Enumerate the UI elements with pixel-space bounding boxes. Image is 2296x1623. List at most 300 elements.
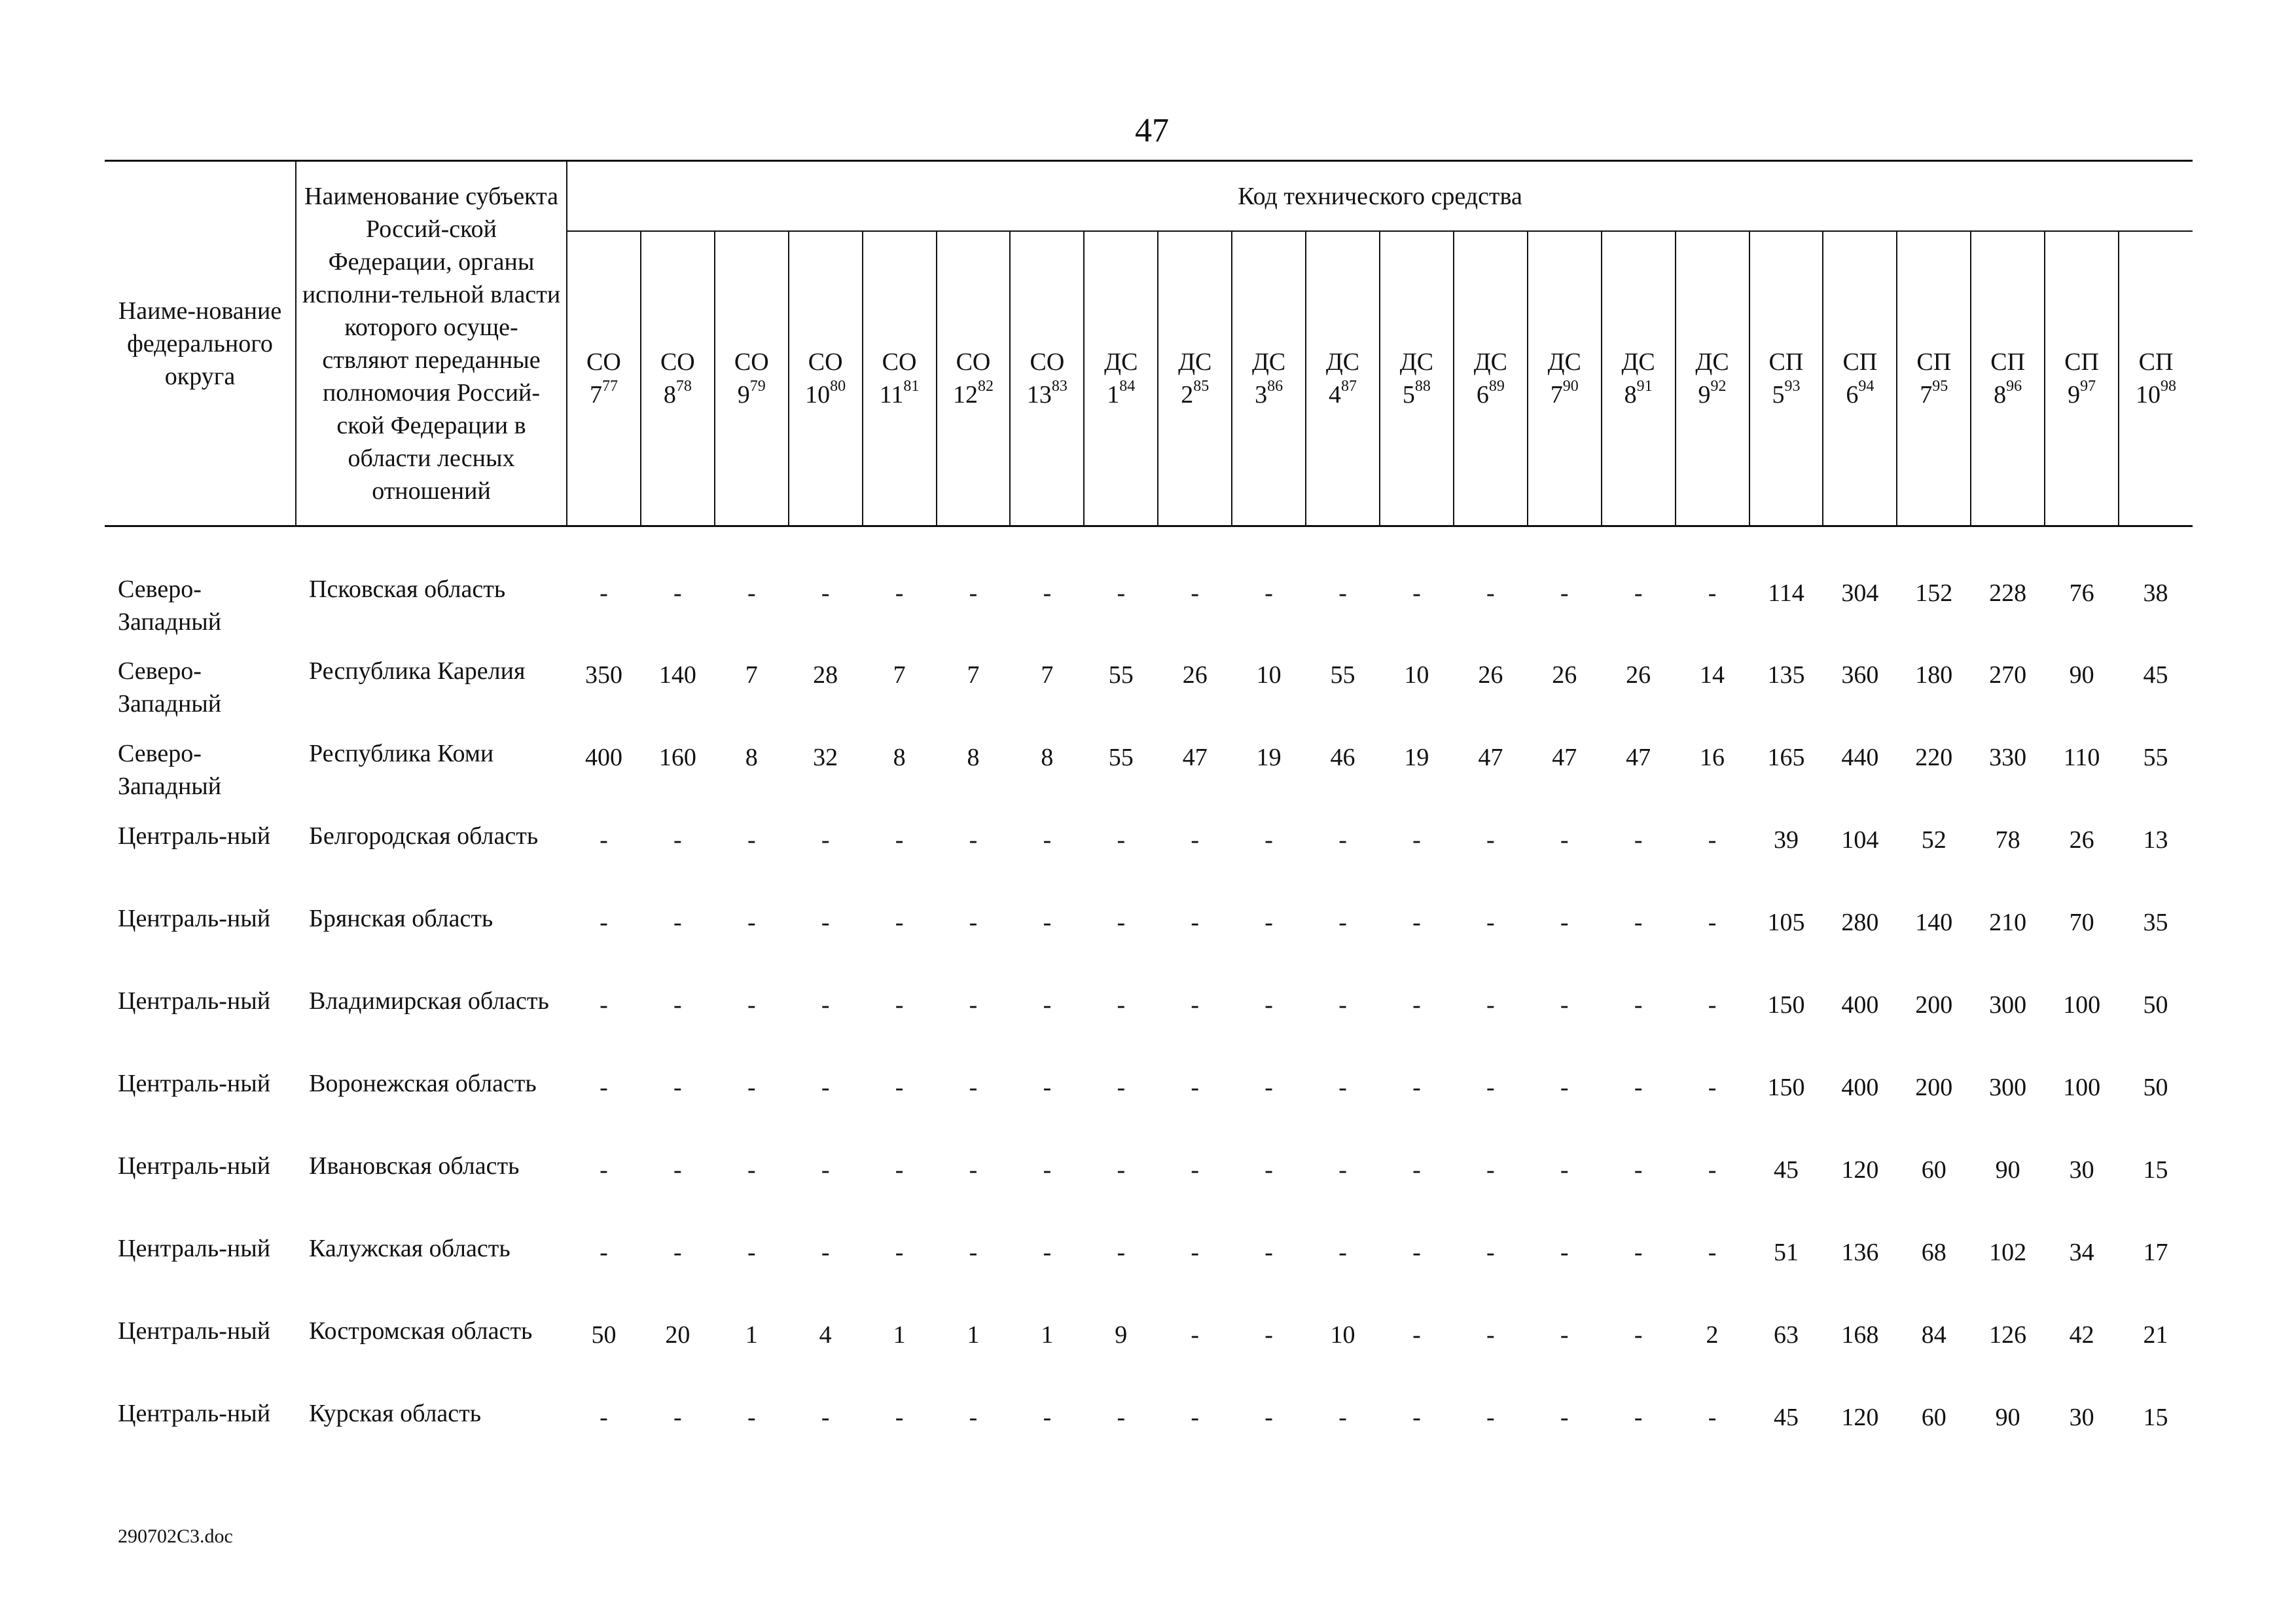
cell-subject: Калужская область — [309, 1234, 511, 1262]
cell-value-text: - — [821, 579, 830, 607]
cell-okrug: Централь-ный — [118, 1317, 271, 1345]
cell-value — [1084, 1150, 1158, 1232]
cell-value — [1897, 1150, 1971, 1232]
header-code — [937, 231, 1011, 526]
cell-value — [1749, 1067, 1823, 1150]
footer-filename: 290702C3.doc — [118, 1525, 233, 1547]
code-prefix: СО — [734, 348, 769, 376]
cell-value-text: 350 — [584, 661, 622, 689]
cell-okrug: Северо-Западный — [118, 575, 222, 636]
cell-value-text: - — [1117, 1238, 1126, 1266]
cell-value-text: - — [1338, 826, 1347, 854]
cell-value-text: - — [600, 908, 608, 936]
cell-value — [1602, 1150, 1676, 1232]
code-prefix: СО — [1030, 348, 1065, 376]
cell-subject: Владимирская область — [309, 987, 549, 1015]
cell-value-text: 50 — [2143, 1073, 2168, 1101]
cell-value-text: - — [1634, 991, 1643, 1019]
cell-value-text: - — [1338, 1156, 1347, 1184]
cell-value — [641, 655, 715, 737]
cell-value-text: - — [821, 1073, 830, 1101]
code-prefix: СО — [660, 348, 695, 376]
cell-value-text: 35 — [2143, 908, 2168, 936]
cell-value-text: - — [969, 908, 978, 936]
cell-value-text: - — [747, 1403, 756, 1431]
cell-okrug: Централь-ный — [118, 904, 271, 932]
cell-value-text: 304 — [1841, 579, 1879, 607]
code-footnote: 84 — [1119, 378, 1136, 395]
cell-value — [1897, 902, 1971, 985]
cell-value — [1528, 1232, 1602, 1315]
cell-value — [1010, 1397, 1084, 1480]
cell-value-text: - — [969, 1403, 978, 1431]
cell-value-text: - — [1634, 1238, 1643, 1266]
cell-value-text: - — [1486, 826, 1495, 854]
cell-value-text: - — [1191, 908, 1200, 936]
cell-value-text: 7 — [967, 661, 980, 689]
cell-value-text: - — [1043, 1073, 1052, 1101]
cell-value-text: 47 — [1182, 743, 1208, 771]
cell-value — [2119, 655, 2193, 737]
cell-value-text: 1 — [1041, 1321, 1054, 1349]
cell-value — [1306, 655, 1380, 737]
cell-value-text: 150 — [1767, 1073, 1805, 1101]
cell-value — [1823, 1067, 1897, 1150]
cell-value-text: - — [1560, 826, 1569, 854]
code-prefix: ДС — [1104, 348, 1138, 376]
cell-value-text: - — [1560, 1238, 1569, 1266]
cell-value-text: 180 — [1915, 661, 1953, 689]
cell-value — [1158, 526, 1232, 655]
cell-value — [715, 655, 789, 737]
cell-value — [1010, 1067, 1084, 1150]
cell-value — [1158, 1150, 1232, 1232]
cell-value-text: - — [1708, 1156, 1717, 1184]
code-footnote: 79 — [749, 378, 766, 395]
code-number: 13 — [1026, 381, 1052, 409]
cell-value — [937, 1397, 1011, 1480]
code-footnote: 98 — [2161, 378, 2177, 395]
cell-value-text: - — [895, 1238, 904, 1266]
cell-value — [1306, 820, 1380, 902]
cell-value-text: 1 — [745, 1321, 758, 1349]
cell-value-text: - — [1043, 1403, 1052, 1431]
cell-value — [1010, 1232, 1084, 1315]
cell-value — [567, 737, 641, 820]
cell-value — [1602, 1232, 1676, 1315]
cell-value-text: 47 — [1552, 743, 1577, 771]
cell-value-text: - — [747, 908, 756, 936]
cell-value — [1084, 1067, 1158, 1150]
cell-value — [1158, 1315, 1232, 1397]
cell-value — [1971, 1232, 2045, 1315]
cell-value — [1454, 985, 1528, 1067]
cell-value-text: - — [1265, 908, 1273, 936]
cell-value — [1971, 1397, 2045, 1480]
code-number: 11 — [879, 381, 904, 409]
cell-value — [1010, 820, 1084, 902]
cell-value — [1306, 1232, 1380, 1315]
cell-value-text: 45 — [1773, 1156, 1799, 1184]
cell-value — [1602, 1397, 1676, 1480]
cell-value-text: 120 — [1841, 1156, 1879, 1184]
cell-value-text: 360 — [1841, 661, 1879, 689]
cell-value-text: - — [1117, 1156, 1126, 1184]
cell-value — [1010, 526, 1084, 655]
cell-value-text: - — [1560, 1156, 1569, 1184]
code-footnote: 83 — [1051, 378, 1067, 395]
cell-value-text: 1 — [967, 1321, 980, 1349]
cell-value — [1676, 526, 1749, 655]
cell-value-text: - — [1560, 579, 1569, 607]
cell-value — [641, 526, 715, 655]
table-row — [105, 1397, 2193, 1480]
cell-value-text: - — [1043, 826, 1052, 854]
cell-value-text: - — [747, 1156, 756, 1184]
code-footnote: 87 — [1341, 378, 1357, 395]
cell-value-text: 46 — [1330, 743, 1355, 771]
cell-value — [1676, 1232, 1749, 1315]
cell-value — [1158, 1067, 1232, 1150]
cell-value-text: - — [747, 579, 756, 607]
cell-value — [1380, 737, 1454, 820]
cell-value-text: - — [1191, 579, 1200, 607]
code-number: 7 — [1550, 381, 1563, 409]
cell-value — [641, 985, 715, 1067]
cell-value — [2119, 985, 2193, 1067]
cell-value — [2119, 1315, 2193, 1397]
cell-value — [2045, 1315, 2119, 1397]
cell-value-text: 28 — [813, 661, 838, 689]
cell-value-text: - — [1117, 991, 1126, 1019]
cell-value — [1897, 985, 1971, 1067]
cell-value-text: 47 — [1478, 743, 1503, 771]
cell-value-text: - — [1560, 1073, 1569, 1101]
cell-value-text: 10 — [1256, 661, 1282, 689]
cell-value-text: 270 — [1989, 661, 2027, 689]
cell-value — [1676, 1397, 1749, 1480]
cell-value-text: 26 — [1478, 661, 1503, 689]
code-number: 1 — [1107, 381, 1120, 409]
cell-value — [1306, 526, 1380, 655]
cell-value — [641, 1315, 715, 1397]
cell-value-text: 52 — [1921, 826, 1946, 854]
cell-value — [1602, 902, 1676, 985]
cell-okrug: Централь-ный — [118, 1152, 271, 1180]
cell-value — [1380, 1150, 1454, 1232]
header-code — [641, 231, 715, 526]
cell-value-text: - — [1708, 826, 1717, 854]
code-number: 12 — [952, 381, 978, 409]
header-code — [1749, 231, 1823, 526]
cell-value — [567, 526, 641, 655]
cell-value — [789, 1315, 863, 1397]
cell-value — [715, 1150, 789, 1232]
cell-okrug: Централь-ный — [118, 1069, 271, 1097]
cell-value — [863, 902, 937, 985]
cell-value-text: - — [600, 1156, 608, 1184]
cell-value — [863, 1067, 937, 1150]
code-footnote: 88 — [1414, 378, 1431, 395]
cell-value-text: 7 — [745, 661, 758, 689]
cell-value — [1232, 655, 1306, 737]
cell-value-text: 26 — [1626, 661, 1651, 689]
table-row — [105, 1150, 2193, 1232]
cell-value-text: - — [600, 826, 608, 854]
cell-value-text: 26 — [1552, 661, 1577, 689]
cell-value — [715, 737, 789, 820]
cell-value — [567, 1067, 641, 1150]
cell-value-text: - — [821, 908, 830, 936]
code-number: 2 — [1181, 381, 1194, 409]
cell-value — [1158, 655, 1232, 737]
cell-value — [863, 737, 937, 820]
cell-value — [1010, 737, 1084, 820]
cell-value-text: - — [1265, 1073, 1273, 1101]
cell-value — [789, 820, 863, 902]
cell-value — [1749, 902, 1823, 985]
cell-okrug: Централь-ный — [118, 1399, 271, 1427]
code-prefix: СП — [1916, 348, 1952, 376]
cell-value-text: 120 — [1841, 1403, 1879, 1431]
cell-value-text: 10 — [1330, 1321, 1355, 1349]
cell-value — [641, 1397, 715, 1480]
code-footnote: 82 — [977, 378, 994, 395]
code-prefix: СП — [2064, 348, 2099, 376]
cell-value-text: - — [895, 1073, 904, 1101]
cell-value — [1749, 1232, 1823, 1315]
cell-value — [1602, 737, 1676, 820]
cell-value — [1380, 985, 1454, 1067]
cell-value-text: 50 — [591, 1321, 617, 1349]
cell-value — [1528, 655, 1602, 737]
header-code — [1010, 231, 1084, 526]
cell-value-text: 39 — [1773, 826, 1799, 854]
cell-value — [1823, 1315, 1897, 1397]
cell-value-text: 140 — [658, 661, 696, 689]
header-subject: Наименование субъекта Россий-ской Федерации, органы исполни-тельной власти которого осуще-ствляют переданные полномочия Россий-ской Федерации в области лесных отношений — [296, 161, 567, 526]
cell-value — [641, 902, 715, 985]
cell-value-text: - — [747, 1238, 756, 1266]
cell-value — [567, 985, 641, 1067]
cell-value — [1232, 1150, 1306, 1232]
cell-value — [1897, 526, 1971, 655]
cell-value — [2119, 820, 2193, 902]
cell-value-text: 16 — [1700, 743, 1725, 771]
cell-value — [937, 902, 1011, 985]
cell-value — [1158, 737, 1232, 820]
cell-value-text: - — [1412, 1403, 1421, 1431]
cell-value-text: 168 — [1841, 1321, 1879, 1349]
cell-value — [2045, 820, 2119, 902]
code-footnote: 85 — [1193, 378, 1210, 395]
cell-value-text: 50 — [2143, 991, 2168, 1019]
cell-value-text: - — [1265, 579, 1273, 607]
cell-value-text: 104 — [1841, 826, 1879, 854]
cell-value — [937, 1067, 1011, 1150]
cell-value-text: - — [969, 1238, 978, 1266]
cell-value-text: 114 — [1768, 579, 1804, 607]
cell-value-text: - — [1117, 826, 1126, 854]
cell-value — [1971, 902, 2045, 985]
header-code — [1158, 231, 1232, 526]
cell-value — [1010, 1315, 1084, 1397]
header-okrug: Наиме-нование федерального округа — [105, 161, 296, 526]
cell-value — [1749, 1315, 1823, 1397]
cell-value — [937, 820, 1011, 902]
cell-value — [1897, 1397, 1971, 1480]
cell-value — [2045, 737, 2119, 820]
cell-value — [1897, 820, 1971, 902]
cell-value-text: 8 — [967, 743, 980, 771]
cell-value — [2119, 737, 2193, 820]
header-code — [1602, 231, 1676, 526]
cell-value — [2119, 1150, 2193, 1232]
cell-value — [1454, 1315, 1528, 1397]
cell-value — [1232, 820, 1306, 902]
code-footnote: 97 — [2080, 378, 2096, 395]
cell-value-text: - — [1191, 1073, 1200, 1101]
cell-value-text: - — [1486, 579, 1495, 607]
cell-value-text: 136 — [1841, 1238, 1879, 1266]
code-prefix: СО — [586, 348, 621, 376]
cell-value-text: - — [1412, 826, 1421, 854]
cell-value-text: - — [1486, 991, 1495, 1019]
cell-value-text: 26 — [1182, 661, 1208, 689]
cell-value-text: - — [1634, 908, 1643, 936]
cell-value-text: 126 — [1989, 1321, 2027, 1349]
cell-subject: Белгородская область — [309, 822, 539, 850]
cell-value — [715, 1315, 789, 1397]
cell-subject: Воронежская область — [309, 1069, 537, 1097]
cell-value — [641, 1232, 715, 1315]
header-code — [715, 231, 789, 526]
cell-value — [1676, 1150, 1749, 1232]
cell-value-text: - — [821, 991, 830, 1019]
cell-value — [1306, 737, 1380, 820]
cell-value — [2045, 1232, 2119, 1315]
cell-value-text: - — [1191, 1238, 1200, 1266]
cell-value-text: 13 — [2143, 826, 2168, 854]
code-footnote: 90 — [1562, 378, 1579, 395]
cell-value-text: 110 — [2063, 743, 2100, 771]
cell-value — [641, 737, 715, 820]
cell-value — [1749, 1397, 1823, 1480]
code-footnote: 77 — [601, 378, 618, 395]
cell-value — [641, 1150, 715, 1232]
code-prefix: ДС — [1547, 348, 1581, 376]
cell-value-text: 105 — [1767, 908, 1805, 936]
cell-value — [1010, 985, 1084, 1067]
cell-value-text: - — [1412, 1073, 1421, 1101]
cell-value — [1823, 526, 1897, 655]
cell-value-text: - — [1043, 1238, 1052, 1266]
cell-value-text: - — [895, 991, 904, 1019]
cell-value — [715, 1397, 789, 1480]
cell-value — [567, 655, 641, 737]
code-number: 3 — [1255, 381, 1268, 409]
cell-value-text: 152 — [1915, 579, 1953, 607]
cell-value-text: 9 — [1115, 1321, 1128, 1349]
cell-value-text: 440 — [1841, 743, 1879, 771]
cell-value — [1232, 902, 1306, 985]
cell-value — [1971, 655, 2045, 737]
cell-value-text: 78 — [1995, 826, 2020, 854]
cell-value-text: - — [1338, 1073, 1347, 1101]
code-number: 5 — [1402, 381, 1415, 409]
cell-value-text: - — [1486, 1403, 1495, 1431]
cell-value — [2045, 985, 2119, 1067]
cell-value-text: - — [600, 579, 608, 607]
cell-value — [1454, 902, 1528, 985]
cell-value-text: - — [1412, 579, 1421, 607]
cell-value-text: - — [821, 826, 830, 854]
code-prefix: СП — [1990, 348, 2026, 376]
cell-okrug: Северо-Западный — [118, 739, 222, 800]
cell-value — [1602, 1315, 1676, 1397]
cell-value — [937, 526, 1011, 655]
cell-value — [1084, 985, 1158, 1067]
header-code — [1232, 231, 1306, 526]
cell-value — [937, 1232, 1011, 1315]
cell-value-text: - — [1708, 1073, 1717, 1101]
cell-value-text: - — [600, 1238, 608, 1266]
header-code — [789, 231, 863, 526]
cell-value — [2045, 1397, 2119, 1480]
cell-value-text: - — [1634, 579, 1643, 607]
cell-value-text: - — [1043, 908, 1052, 936]
cell-value — [1823, 1232, 1897, 1315]
cell-value-text: 140 — [1915, 908, 1953, 936]
cell-value — [1971, 1315, 2045, 1397]
cell-value — [2119, 902, 2193, 985]
cell-value — [641, 1067, 715, 1150]
cell-value-text: 63 — [1773, 1321, 1799, 1349]
cell-value-text: 17 — [2143, 1238, 2168, 1266]
header-code — [1454, 231, 1528, 526]
cell-value — [1084, 902, 1158, 985]
cell-value-text: - — [821, 1238, 830, 1266]
cell-value-text: 2 — [1706, 1321, 1719, 1349]
cell-value-text: - — [1486, 1073, 1495, 1101]
cell-value-text: - — [1043, 991, 1052, 1019]
cell-value-text: - — [747, 991, 756, 1019]
cell-value-text: - — [1191, 1321, 1200, 1349]
cell-value — [1010, 655, 1084, 737]
cell-value — [1528, 1150, 1602, 1232]
cell-value — [1380, 655, 1454, 737]
cell-value — [1528, 1067, 1602, 1150]
cell-okrug: Централь-ный — [118, 1234, 271, 1262]
cell-value-text: - — [1560, 991, 1569, 1019]
code-footnote: 81 — [903, 378, 920, 395]
cell-subject: Республика Коми — [309, 739, 494, 767]
cell-value — [2045, 1067, 2119, 1150]
cell-subject: Республика Карелия — [309, 657, 526, 685]
code-prefix: ДС — [1695, 348, 1729, 376]
cell-value-text: - — [1043, 1156, 1052, 1184]
cell-value-text: 135 — [1767, 661, 1805, 689]
code-number: 10 — [805, 381, 831, 409]
cell-value-text: - — [1486, 1321, 1495, 1349]
cell-value-text: 100 — [2063, 991, 2101, 1019]
table-row — [105, 1315, 2193, 1397]
cell-value-text: - — [673, 579, 682, 607]
cell-value-text: - — [1486, 1238, 1495, 1266]
cell-value — [1676, 737, 1749, 820]
cell-value — [2045, 655, 2119, 737]
code-prefix: ДС — [1178, 348, 1212, 376]
